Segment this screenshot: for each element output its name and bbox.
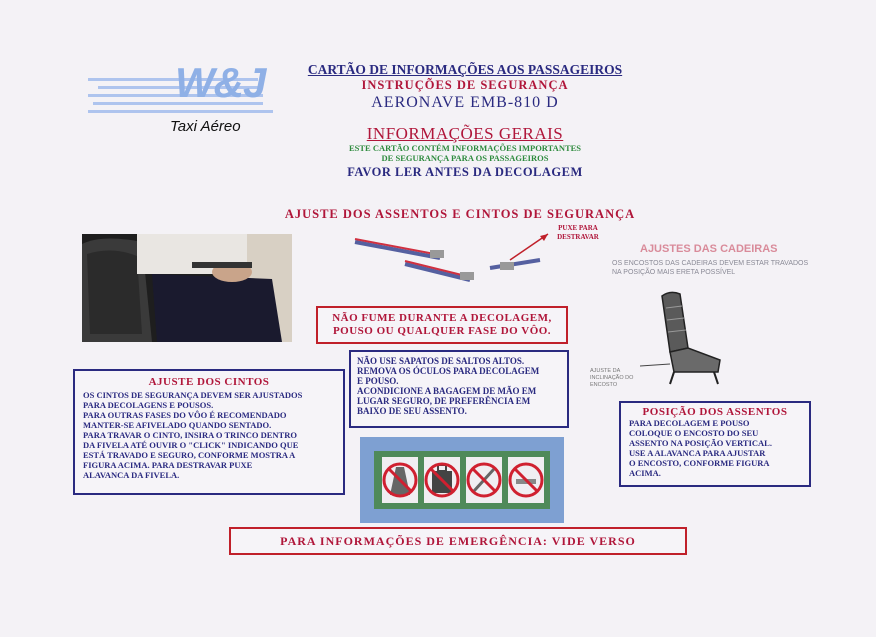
- chairs-adjust-text: OS ENCOSTOS DAS CADEIRAS DEVEM ESTAR TRAVADOS NA POSIÇÃO MAIS ERETA POSSÍVEL: [612, 260, 809, 276]
- belts-box-line: ALAVANCA DA FIVELA.: [83, 470, 180, 480]
- aircraft-model: AERONAVE EMB-810 D: [371, 94, 559, 111]
- general-info-title: INFORMAÇÕES GERAIS: [366, 124, 564, 143]
- belts-box-line: ESTÁ TRAVADO E SEGURO, CONFORME MOSTRA A: [83, 450, 296, 460]
- shoes-box-line: BAIXO DE SEU ASSENTO.: [357, 406, 467, 416]
- shoes-box-line: REMOVA OS ÓCULOS PARA DECOLAGEM: [357, 366, 540, 376]
- general-info-line: ESTE CARTÃO CONTÉM INFORMAÇÕES IMPORTANTES: [348, 143, 582, 153]
- prohibition-pictograms: [360, 437, 564, 523]
- belts-adjust-box: [73, 369, 345, 495]
- seat-position-text: [629, 418, 801, 478]
- pull-to-release-note: [548, 224, 608, 242]
- no-smoking-line: NÃO FUME DURANTE A DECOLAGEM,: [332, 312, 552, 324]
- seatbelt-buckle-illustration: [350, 224, 550, 296]
- chairs-adjust-title: AJUSTES DAS CADEIRAS: [640, 243, 778, 255]
- section-title: AJUSTE DOS ASSENTOS E CINTOS DE SEGURANÇA: [284, 207, 636, 221]
- belts-adjust-title: AJUSTE DOS CINTOS: [148, 376, 270, 388]
- pull-to-release-line: PUXE PARA: [558, 224, 598, 232]
- recline-adjust-note: AJUSTE DA INCLINAÇÃO DO ENCOSTO: [590, 368, 634, 388]
- belts-box-line: MANTER-SE AFIVELADO QUANDO SENTADO.: [83, 420, 272, 430]
- shoes-box-line: E POUSO.: [357, 376, 399, 386]
- belts-box-line: FIGURA ACIMA. PARA DESTRAVAR PUXE: [83, 460, 253, 470]
- shoes-box-line: LUGAR SEGURO, DE PREFERÊNCIA EM: [357, 396, 531, 406]
- logo-brand: W&J: [175, 59, 266, 106]
- general-info-text: [290, 143, 640, 163]
- read-before-notice: FAVOR LER ANTES DA DECOLAGEM: [347, 165, 583, 179]
- seat-recline-illustration: [640, 288, 730, 388]
- shoes-box-line: ACONDICIONE A BAGAGEM DE MÃO EM: [357, 386, 537, 396]
- no-high-heels-icon: [382, 457, 418, 503]
- card-title: CARTÃO DE INFORMAÇÕES AOS PASSAGEIROS: [307, 62, 623, 77]
- no-sharp-objects-icon: [466, 457, 502, 503]
- seat-box-line: ASSENTO NA POSIÇÃO VERTICAL.: [629, 438, 772, 448]
- belts-box-line: PARA TRAVAR O CINTO, INSIRA O TRINCO DENTRO: [83, 430, 297, 440]
- general-info-line: DE SEGURANÇA PARA OS PASSAGEIROS: [381, 153, 549, 163]
- seat-box-line: PARA DECOLAGEM E POUSO: [629, 418, 750, 428]
- pull-to-release-line: DESTRAVAR: [557, 233, 599, 241]
- seat-box-line: ACIMA.: [629, 468, 661, 478]
- belts-box-line: OS CINTOS DE SEGURANÇA DEVEM SER AJUSTADOS: [83, 390, 303, 400]
- seat-box-line: COLOQUE O ENCOSTO DO SEU: [629, 428, 759, 438]
- belts-box-line: PARA DECOLAGENS E POUSOS.: [83, 400, 214, 410]
- belts-box-line: DA FIVELA ATÉ OUVIR O "CLICK" INDICANDO QUE: [83, 440, 299, 450]
- seat-box-line: USE A ALAVANCA PARA AJUSTAR: [629, 448, 766, 458]
- passenger-seatbelt-photo: [82, 234, 292, 342]
- belts-box-line: PARA OUTRAS FASES DO VÔO É RECOMENDADO: [83, 410, 287, 420]
- safety-title: INSTRUÇÕES DE SEGURANÇA: [361, 78, 569, 92]
- seat-position-box: [619, 401, 811, 487]
- no-smoking-box: [316, 306, 568, 344]
- seat-box-line: O ENCOSTO, CONFORME FIGURA: [629, 458, 770, 468]
- logo-subtitle: Taxi Aéreo: [170, 118, 241, 135]
- shoes-box-line: NÃO USE SAPATOS DE SALTOS ALTOS.: [357, 356, 525, 366]
- no-smoking-icon: [508, 457, 544, 503]
- seat-position-title: POSIÇÃO DOS ASSENTOS: [642, 406, 788, 418]
- no-smoking-line: POUSO OU QUALQUER FASE DO VÔO.: [332, 325, 552, 337]
- belts-adjust-text: [83, 390, 335, 480]
- no-baggage-icon: [424, 457, 460, 503]
- emergency-info-box: PARA INFORMAÇÕES DE EMERGÊNCIA: VIDE VERSO: [229, 527, 687, 555]
- shoes-glasses-baggage-box: [349, 350, 569, 428]
